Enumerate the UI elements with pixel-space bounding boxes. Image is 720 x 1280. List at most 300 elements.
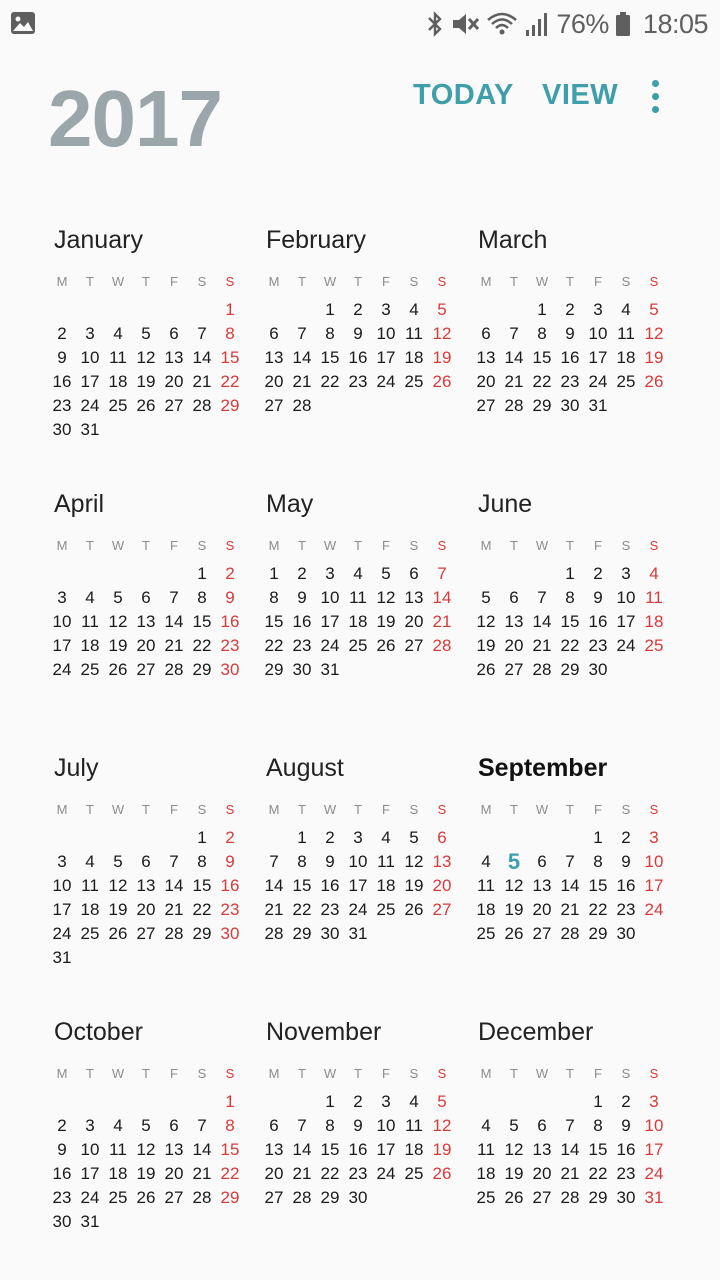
day-cell[interactable]: 18 (376, 876, 396, 895)
day-cell[interactable]: 7 (509, 324, 519, 343)
day-cell[interactable]: 14 (560, 1140, 580, 1159)
month-title[interactable]: September (478, 754, 608, 782)
day-cell[interactable]: 20 (504, 636, 524, 655)
day-cell[interactable]: 23 (348, 372, 368, 391)
day-cell[interactable]: 12 (432, 1116, 452, 1135)
day-cell[interactable]: 13 (164, 348, 184, 367)
day-cell[interactable]: 24 (80, 396, 100, 415)
day-cell[interactable]: 26 (136, 396, 156, 415)
day-cell[interactable]: 31 (52, 948, 72, 967)
day-cell[interactable]: 3 (57, 588, 67, 607)
month-september[interactable] (472, 754, 684, 994)
day-cell[interactable]: 15 (220, 1140, 240, 1159)
day-cell[interactable]: 12 (404, 852, 424, 871)
day-cell[interactable]: 11 (645, 588, 663, 607)
day-cell[interactable]: 6 (169, 1116, 179, 1135)
day-cell[interactable]: 23 (348, 1164, 368, 1183)
day-cell[interactable]: 26 (644, 372, 664, 391)
day-cell[interactable]: 29 (192, 924, 212, 943)
day-cell[interactable]: 16 (588, 612, 608, 631)
day-cell[interactable]: 27 (532, 924, 552, 943)
day-cell[interactable]: 15 (588, 876, 608, 895)
day-cell[interactable]: 22 (588, 900, 608, 919)
day-cell[interactable]: 21 (432, 612, 452, 631)
day-cell[interactable]: 15 (220, 348, 240, 367)
day-cell[interactable]: 16 (320, 876, 340, 895)
day-cell[interactable]: 14 (192, 348, 212, 367)
day-cell[interactable]: 29 (588, 1188, 608, 1207)
day-cell[interactable]: 28 (292, 1188, 312, 1207)
day-cell[interactable]: 10 (616, 588, 636, 607)
day-cell[interactable]: 9 (297, 588, 307, 607)
day-cell[interactable]: 29 (220, 396, 240, 415)
day-cell[interactable]: 7 (197, 324, 207, 343)
day-cell[interactable]: 25 (644, 636, 664, 655)
day-cell[interactable]: 18 (644, 612, 664, 631)
day-cell[interactable]: 12 (108, 612, 128, 631)
day-cell[interactable]: 31 (80, 420, 100, 439)
day-cell[interactable]: 30 (560, 396, 580, 415)
day-cell[interactable]: 16 (616, 1140, 636, 1159)
day-cell[interactable]: 2 (225, 828, 235, 847)
day-cell[interactable]: 28 (264, 924, 284, 943)
day-cell[interactable]: 1 (197, 828, 207, 847)
day-cell[interactable]: 1 (225, 1092, 235, 1111)
day-cell[interactable]: 27 (164, 1188, 184, 1207)
day-cell[interactable]: 3 (353, 828, 363, 847)
month-title[interactable]: October (54, 1018, 143, 1046)
day-cell[interactable]: 2 (57, 1116, 67, 1135)
day-cell[interactable]: 1 (325, 1092, 335, 1111)
day-cell[interactable]: 28 (292, 396, 312, 415)
day-cell[interactable]: 17 (588, 348, 608, 367)
month-title[interactable]: January (54, 226, 143, 254)
day-cell[interactable]: 24 (644, 1164, 664, 1183)
day-cell[interactable]: 17 (52, 636, 72, 655)
day-cell[interactable]: 8 (593, 852, 603, 871)
day-cell[interactable]: 13 (264, 1140, 284, 1159)
day-cell[interactable]: 19 (136, 372, 156, 391)
day-cell[interactable]: 4 (621, 300, 631, 319)
day-cell[interactable]: 5 (113, 852, 123, 871)
day-cell[interactable]: 17 (644, 876, 664, 895)
day-cell[interactable]: 8 (197, 852, 207, 871)
day-cell[interactable]: 20 (432, 876, 452, 895)
day-cell[interactable]: 22 (320, 372, 340, 391)
day-cell[interactable]: 15 (588, 1140, 608, 1159)
month-february[interactable] (260, 226, 472, 466)
day-cell[interactable]: 22 (292, 900, 312, 919)
day-cell[interactable]: 8 (537, 324, 547, 343)
day-cell[interactable]: 28 (560, 924, 580, 943)
day-cell[interactable]: 24 (348, 900, 368, 919)
day-cell[interactable]: 8 (225, 324, 235, 343)
day-cell[interactable]: 28 (164, 660, 184, 679)
day-cell[interactable]: 12 (136, 348, 156, 367)
day-cell[interactable]: 25 (404, 1164, 424, 1183)
day-cell[interactable]: 21 (292, 372, 312, 391)
day-cell[interactable]: 3 (649, 1092, 659, 1111)
day-cell[interactable]: 1 (297, 828, 307, 847)
day-cell[interactable]: 17 (80, 372, 100, 391)
day-cell[interactable]: 7 (437, 564, 447, 583)
day-cell[interactable]: 29 (320, 1188, 340, 1207)
day-cell[interactable]: 6 (481, 324, 491, 343)
day-cell[interactable]: 29 (264, 660, 284, 679)
day-cell[interactable]: 31 (348, 924, 368, 943)
day-cell[interactable]: 8 (325, 1116, 335, 1135)
day-cell[interactable]: 14 (532, 612, 552, 631)
day-cell[interactable]: 25 (404, 372, 424, 391)
day-cell[interactable]: 12 (108, 876, 128, 895)
day-cell[interactable]: 24 (644, 900, 664, 919)
day-cell[interactable]: 2 (297, 564, 307, 583)
day-cell[interactable]: 16 (292, 612, 312, 631)
day-cell[interactable]: 31 (80, 1212, 100, 1231)
day-cell[interactable]: 4 (381, 828, 391, 847)
day-cell[interactable]: 21 (532, 636, 552, 655)
day-cell[interactable]: 22 (192, 636, 212, 655)
day-cell[interactable]: 14 (192, 1140, 212, 1159)
day-cell[interactable]: 21 (560, 1164, 580, 1183)
day-cell[interactable]: 17 (80, 1164, 100, 1183)
day-cell[interactable]: 30 (220, 660, 240, 679)
day-cell[interactable]: 18 (108, 1164, 128, 1183)
day-cell[interactable]: 14 (504, 348, 524, 367)
day-cell[interactable]: 13 (432, 852, 452, 871)
day-cell[interactable]: 18 (80, 636, 100, 655)
day-cell[interactable]: 9 (225, 588, 235, 607)
day-cell[interactable]: 10 (52, 612, 72, 631)
day-cell[interactable]: 1 (197, 564, 207, 583)
day-cell[interactable]: 14 (292, 348, 312, 367)
day-cell[interactable]: 13 (532, 876, 552, 895)
day-cell[interactable]: 6 (141, 852, 151, 871)
day-cell[interactable]: 19 (476, 636, 496, 655)
day-cell[interactable]: 3 (325, 564, 335, 583)
day-cell[interactable]: 1 (269, 564, 279, 583)
day-cell[interactable]: 15 (264, 612, 284, 631)
day-cell[interactable]: 27 (432, 900, 452, 919)
day-cell[interactable]: 3 (57, 852, 67, 871)
day-cell[interactable]: 28 (164, 924, 184, 943)
day-cell[interactable]: 7 (297, 324, 307, 343)
day-cell[interactable]: 9 (621, 852, 631, 871)
day-cell[interactable]: 7 (565, 852, 575, 871)
day-cell[interactable]: 14 (164, 612, 184, 631)
day-cell[interactable]: 29 (532, 396, 552, 415)
day-cell[interactable]: 27 (264, 1188, 284, 1207)
month-november[interactable] (260, 1018, 472, 1258)
day-cell[interactable]: 9 (57, 348, 67, 367)
day-cell[interactable]: 5 (437, 300, 447, 319)
day-cell[interactable]: 12 (644, 324, 664, 343)
month-august[interactable] (260, 754, 472, 994)
day-cell[interactable]: 26 (476, 660, 496, 679)
day-cell[interactable]: 24 (80, 1188, 100, 1207)
day-cell[interactable]: 15 (292, 876, 312, 895)
day-cell[interactable]: 7 (565, 1116, 575, 1135)
day-cell[interactable]: 23 (52, 396, 72, 415)
month-march[interactable] (472, 226, 684, 466)
day-cell[interactable]: 23 (292, 636, 312, 655)
day-cell[interactable]: 25 (108, 1188, 128, 1207)
day-cell[interactable]: 6 (141, 588, 151, 607)
day-cell[interactable]: 26 (376, 636, 396, 655)
day-cell[interactable]: 27 (136, 924, 156, 943)
day-cell[interactable]: 11 (109, 1140, 127, 1159)
day-cell[interactable]: 3 (381, 300, 391, 319)
day-cell[interactable]: 14 (164, 876, 184, 895)
day-cell[interactable]: 28 (192, 396, 212, 415)
month-june[interactable] (472, 490, 684, 730)
day-cell[interactable]: 30 (320, 924, 340, 943)
day-cell[interactable]: 2 (621, 828, 631, 847)
day-cell[interactable]: 6 (537, 852, 547, 871)
day-cell[interactable]: 17 (616, 612, 636, 631)
month-may[interactable] (260, 490, 472, 730)
day-cell[interactable]: 27 (504, 660, 524, 679)
month-december[interactable] (472, 1018, 684, 1258)
day-cell[interactable]: 18 (348, 612, 368, 631)
day-cell[interactable]: 13 (532, 1140, 552, 1159)
day-cell[interactable]: 21 (292, 1164, 312, 1183)
month-title[interactable]: November (266, 1018, 382, 1046)
day-cell[interactable]: 4 (481, 1116, 491, 1135)
day-cell[interactable]: 24 (588, 372, 608, 391)
day-cell[interactable]: 19 (376, 612, 396, 631)
day-cell[interactable]: 20 (136, 900, 156, 919)
day-cell[interactable]: 16 (348, 348, 368, 367)
day-cell[interactable]: 17 (348, 876, 368, 895)
month-october[interactable] (48, 1018, 260, 1258)
day-cell[interactable]: 18 (476, 900, 496, 919)
day-cell[interactable]: 24 (616, 636, 636, 655)
day-cell[interactable]: 13 (476, 348, 496, 367)
day-cell[interactable]: 28 (432, 636, 452, 655)
month-title[interactable]: March (478, 226, 548, 254)
day-cell[interactable]: 19 (432, 348, 452, 367)
day-cell[interactable]: 16 (52, 372, 72, 391)
day-cell[interactable]: 24 (376, 1164, 396, 1183)
day-cell[interactable]: 2 (353, 1092, 363, 1111)
day-cell[interactable]: 6 (437, 828, 447, 847)
day-cell[interactable]: 26 (136, 1188, 156, 1207)
day-cell[interactable]: 19 (644, 348, 664, 367)
day-cell[interactable]: 24 (376, 372, 396, 391)
day-cell[interactable]: 5 (481, 588, 491, 607)
day-cell[interactable]: 10 (588, 324, 608, 343)
day-cell[interactable]: 27 (532, 1188, 552, 1207)
day-cell[interactable]: 24 (52, 660, 72, 679)
day-cell[interactable]: 22 (532, 372, 552, 391)
month-april[interactable] (48, 490, 260, 730)
month-title[interactable]: December (478, 1018, 594, 1046)
day-cell[interactable]: 1 (225, 300, 235, 319)
day-cell[interactable]: 10 (348, 852, 368, 871)
day-cell[interactable]: 7 (169, 588, 179, 607)
day-cell[interactable]: 18 (80, 900, 100, 919)
day-cell[interactable]: 5 (113, 588, 123, 607)
day-cell[interactable]: 10 (80, 1140, 100, 1159)
day-cell[interactable]: 22 (192, 900, 212, 919)
day-cell[interactable]: 13 (264, 348, 284, 367)
day-cell[interactable]: 28 (504, 396, 524, 415)
day-cell[interactable]: 13 (136, 876, 156, 895)
day-cell[interactable]: 11 (109, 348, 127, 367)
day-cell[interactable]: 14 (432, 588, 452, 607)
day-cell[interactable]: 30 (52, 1212, 72, 1231)
day-cell[interactable]: 31 (588, 396, 608, 415)
day-cell[interactable]: 14 (560, 876, 580, 895)
day-cell[interactable]: 11 (349, 588, 367, 607)
day-cell[interactable]: 19 (108, 900, 128, 919)
day-cell[interactable]: 10 (376, 1116, 396, 1135)
day-cell[interactable]: 20 (164, 1164, 184, 1183)
day-cell[interactable]: 15 (192, 876, 212, 895)
month-title[interactable]: August (266, 754, 344, 782)
day-cell[interactable]: 7 (297, 1116, 307, 1135)
day-cell[interactable]: 3 (381, 1092, 391, 1111)
day-cell[interactable]: 30 (588, 660, 608, 679)
day-cell[interactable]: 10 (52, 876, 72, 895)
day-cell[interactable]: 17 (320, 612, 340, 631)
day-cell[interactable]: 29 (192, 660, 212, 679)
day-cell[interactable]: 29 (560, 660, 580, 679)
day-cell[interactable]: 26 (432, 372, 452, 391)
day-cell[interactable]: 8 (197, 588, 207, 607)
day-cell[interactable]: 11 (405, 324, 423, 343)
month-title[interactable]: February (266, 226, 367, 254)
day-cell[interactable]: 5 (649, 300, 659, 319)
day-cell[interactable]: 30 (348, 1188, 368, 1207)
day-cell[interactable]: 22 (220, 1164, 240, 1183)
day-cell[interactable]: 9 (565, 324, 575, 343)
day-cell[interactable]: 16 (348, 1140, 368, 1159)
day-cell[interactable]: 2 (565, 300, 575, 319)
day-cell[interactable]: 18 (476, 1164, 496, 1183)
day-cell[interactable]: 13 (164, 1140, 184, 1159)
day-cell[interactable]: 7 (169, 852, 179, 871)
day-cell[interactable]: 17 (376, 1140, 396, 1159)
day-cell[interactable]: 20 (476, 372, 496, 391)
day-cell[interactable]: 12 (504, 876, 524, 895)
day-cell[interactable]: 16 (220, 876, 240, 895)
day-cell[interactable]: 13 (404, 588, 424, 607)
month-january[interactable] (48, 226, 260, 466)
day-cell[interactable]: 18 (404, 348, 424, 367)
day-cell[interactable]: 3 (649, 828, 659, 847)
day-cell[interactable]: 23 (588, 636, 608, 655)
day-cell[interactable]: 10 (376, 324, 396, 343)
day-cell[interactable]: 10 (644, 1116, 664, 1135)
day-cell[interactable]: 19 (136, 1164, 156, 1183)
day-cell[interactable]: 3 (621, 564, 631, 583)
day-cell[interactable]: 16 (560, 348, 580, 367)
day-cell[interactable]: 12 (376, 588, 396, 607)
day-cell[interactable]: 4 (85, 588, 95, 607)
day-cell[interactable]: 22 (264, 636, 284, 655)
day-cell[interactable]: 11 (81, 876, 99, 895)
day-cell[interactable]: 9 (57, 1140, 67, 1159)
day-cell[interactable]: 18 (616, 348, 636, 367)
view-button[interactable]: VIEW (542, 79, 619, 111)
day-cell[interactable]: 12 (476, 612, 496, 631)
more-vert-icon[interactable] (644, 78, 668, 116)
day-cell[interactable]: 30 (52, 420, 72, 439)
day-cell[interactable]: 6 (269, 324, 279, 343)
day-cell[interactable]: 4 (409, 1092, 419, 1111)
day-cell[interactable]: 19 (432, 1140, 452, 1159)
day-cell[interactable]: 27 (476, 396, 496, 415)
day-cell[interactable]: 18 (108, 372, 128, 391)
day-cell[interactable]: 21 (164, 636, 184, 655)
day-cell[interactable]: 11 (477, 876, 495, 895)
day-cell[interactable]: 14 (264, 876, 284, 895)
day-cell[interactable]: 20 (164, 372, 184, 391)
day-cell[interactable]: 29 (220, 1188, 240, 1207)
day-cell[interactable]: 6 (537, 1116, 547, 1135)
day-cell[interactable]: 12 (136, 1140, 156, 1159)
day-cell[interactable]: 3 (85, 324, 95, 343)
day-cell[interactable]: 25 (348, 636, 368, 655)
day-cell[interactable]: 11 (405, 1116, 423, 1135)
day-cell[interactable]: 1 (537, 300, 547, 319)
day-cell[interactable]: 28 (532, 660, 552, 679)
day-cell[interactable]: 8 (225, 1116, 235, 1135)
day-cell[interactable]: 22 (560, 636, 580, 655)
day-cell[interactable]: 8 (297, 852, 307, 871)
day-cell[interactable]: 20 (404, 612, 424, 631)
day-cell[interactable]: 8 (269, 588, 279, 607)
day-cell[interactable]: 5 (141, 1116, 151, 1135)
day-cell[interactable]: 5 (409, 828, 419, 847)
day-cell[interactable]: 15 (320, 1140, 340, 1159)
day-cell[interactable]: 9 (353, 324, 363, 343)
day-cell[interactable]: 13 (504, 612, 524, 631)
day-cell[interactable]: 29 (292, 924, 312, 943)
day-cell[interactable]: 23 (52, 1188, 72, 1207)
day-cell[interactable]: 26 (108, 660, 128, 679)
day-cell[interactable]: 2 (57, 324, 67, 343)
day-cell[interactable]: 30 (292, 660, 312, 679)
day-cell[interactable]: 6 (409, 564, 419, 583)
day-cell[interactable]: 11 (477, 1140, 495, 1159)
day-cell[interactable]: 4 (113, 1116, 123, 1135)
day-cell[interactable]: 11 (377, 852, 395, 871)
day-cell[interactable]: 25 (80, 924, 100, 943)
day-cell[interactable]: 16 (616, 876, 636, 895)
month-title[interactable]: July (54, 754, 99, 782)
day-cell[interactable]: 13 (136, 612, 156, 631)
day-cell[interactable]: 29 (588, 924, 608, 943)
day-cell[interactable]: 8 (325, 324, 335, 343)
day-cell[interactable]: 7 (269, 852, 279, 871)
day-cell[interactable]: 5 (509, 1116, 519, 1135)
day-cell[interactable]: 3 (85, 1116, 95, 1135)
day-cell[interactable]: 23 (220, 900, 240, 919)
today-button[interactable]: TODAY (413, 79, 514, 111)
day-cell[interactable]: 21 (264, 900, 284, 919)
day-cell[interactable]: 23 (320, 900, 340, 919)
day-cell[interactable]: 25 (616, 372, 636, 391)
day-cell[interactable]: 19 (504, 1164, 524, 1183)
day-cell[interactable]: 12 (504, 1140, 524, 1159)
day-cell[interactable]: 23 (616, 900, 636, 919)
day-cell[interactable]: 4 (113, 324, 123, 343)
day-cell[interactable]: 16 (220, 612, 240, 631)
day-cell[interactable]: 19 (504, 900, 524, 919)
